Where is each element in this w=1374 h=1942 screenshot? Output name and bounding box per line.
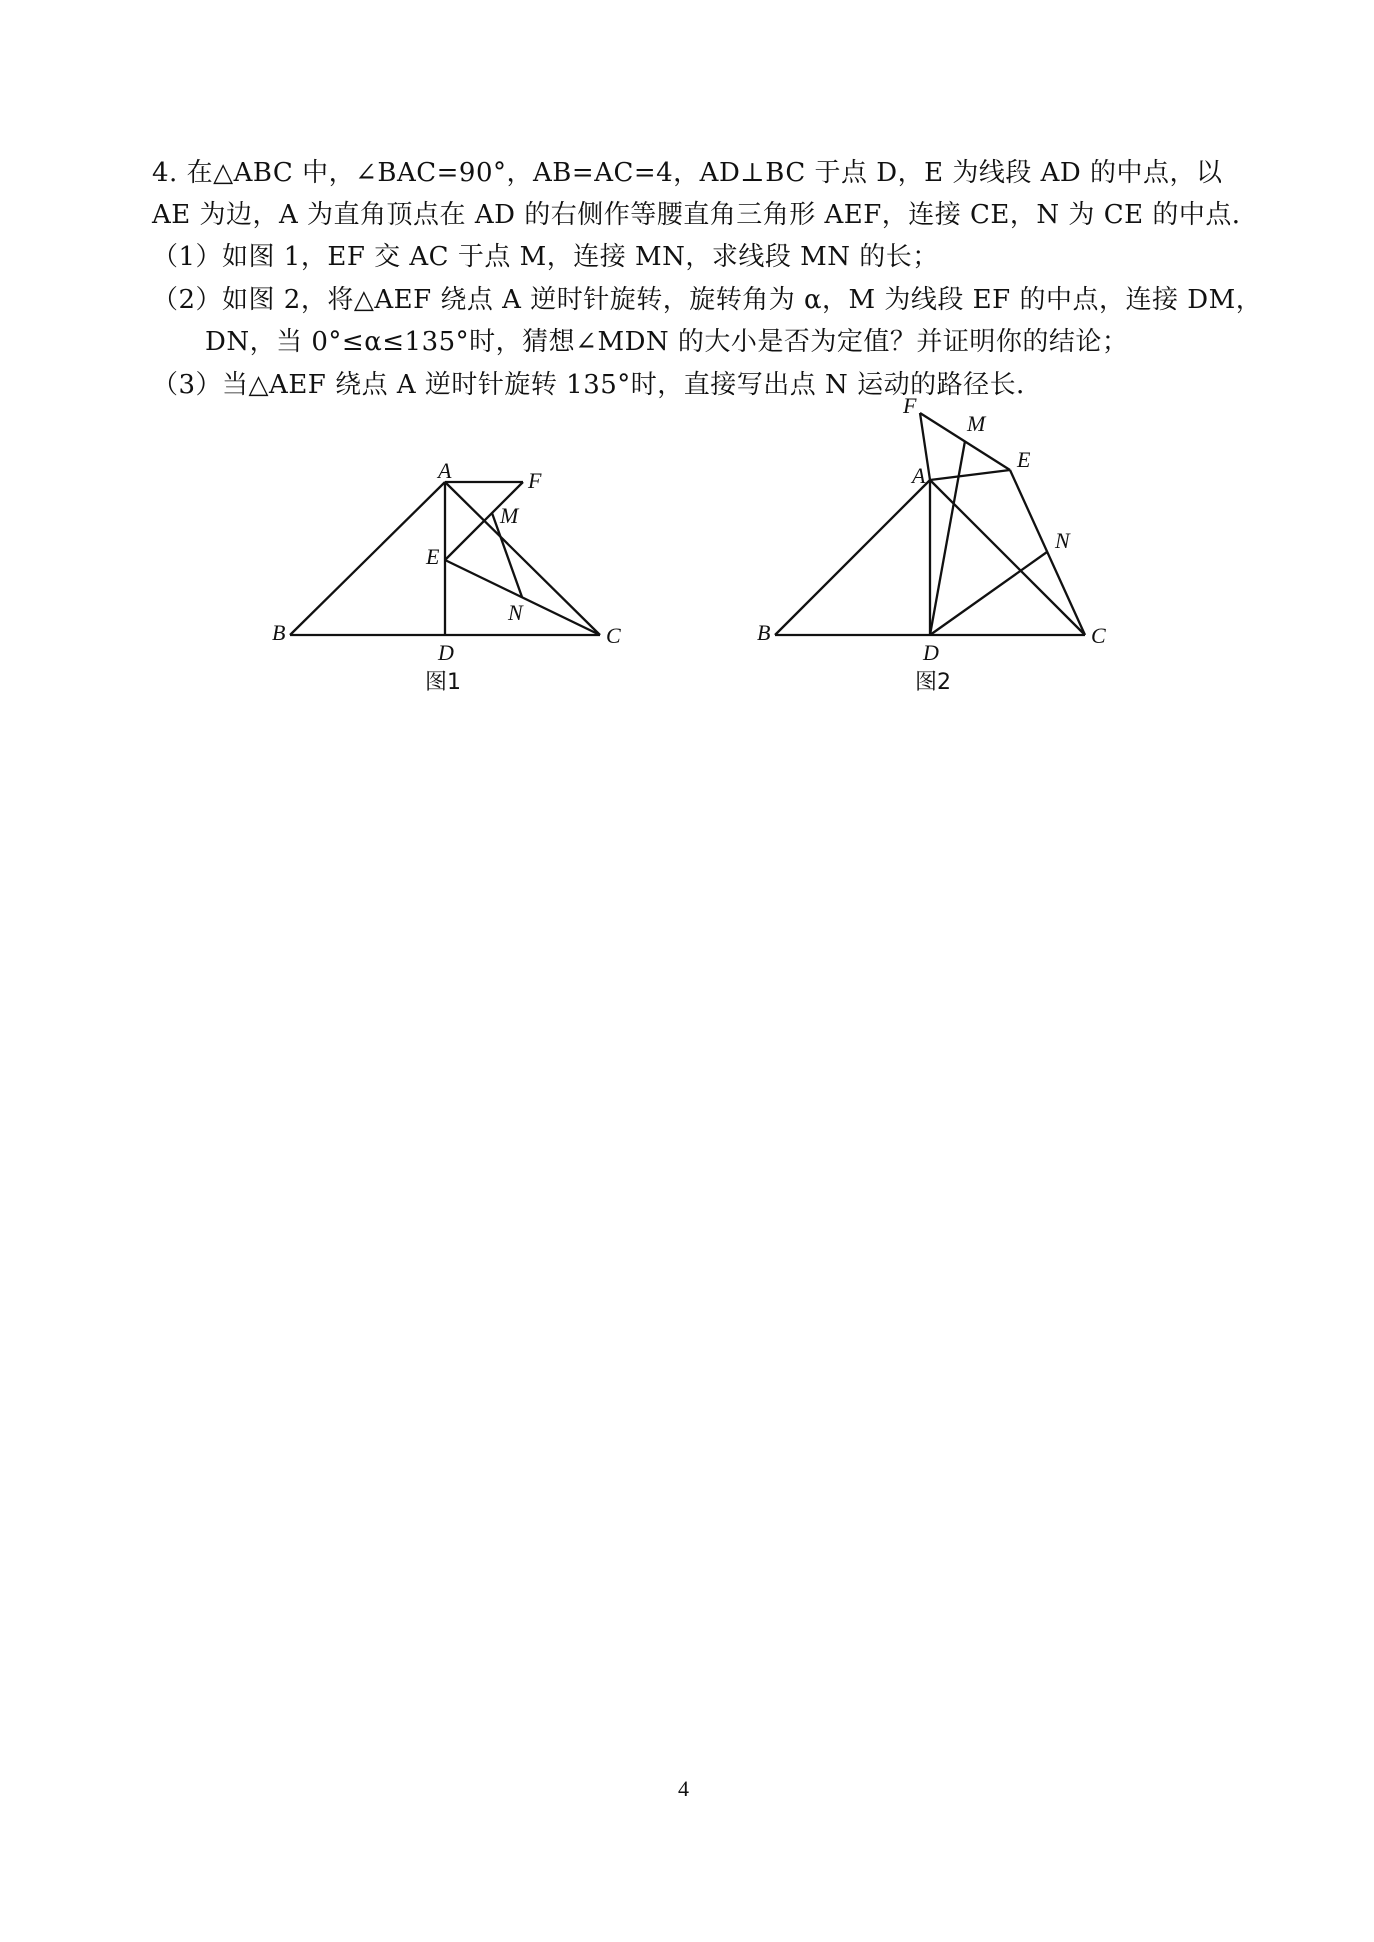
figure-2-diagram [745,393,1125,665]
label-C: C [1091,623,1106,648]
label-F: F [528,468,542,493]
label-E: E [426,544,440,569]
label-C: C [606,623,621,648]
segment-EC [1010,470,1085,635]
label-A: A [912,463,926,488]
label-N: N [1055,528,1070,553]
figure-2-caption: 图2 [915,670,951,695]
problem-part-2: （2）如图 2，将△AEF 绕点 A 逆时针旋转，旋转角为 α，M 为线段 EF 的中点，连接 DM， [152,285,1263,315]
figure-1-caption: 图1 [425,670,461,695]
label-B: B [272,620,286,645]
figure-1-diagram [260,450,640,665]
segment-AB [775,480,930,635]
label-D: D [438,640,454,665]
segment-DM [930,441,965,635]
label-M: M [500,503,519,528]
label-D: D [923,640,939,665]
label-B: B [757,620,771,645]
problem-line-1: 4. 在△ABC 中，∠BAC=90°，AB=AC=4，AD⊥BC 于点 D，E 为线段 AD 的中点，以 [152,158,1223,188]
label-N: N [508,600,523,625]
problem-part-1: （1）如图 1，EF 交 AC 于点 M，连接 MN，求线段 MN 的长； [152,242,939,272]
label-A: A [438,458,452,483]
label-E: E [1017,447,1031,472]
problem-part-2-continued: DN，当 0°≤α≤135°时，猜想∠MDN 的大小是否为定值？并证明你的结论； [205,327,1129,357]
problem-line-2: AE 为边，A 为直角顶点在 AD 的右侧作等腰直角三角形 AEF，连接 CE，N 为 CE 的中点． [152,200,1259,230]
segment-AB [290,482,445,635]
problem-part-3: （3）当△AEF 绕点 A 逆时针旋转 135°时，直接写出点 N 运动的路径长． [152,370,1043,400]
label-F: F [903,393,917,418]
segment-AE [930,470,1010,480]
segment-DN [930,552,1047,635]
page-number: 4 [678,1776,689,1801]
label-M: M [967,411,986,436]
figure-1 [260,450,640,665]
figure-2 [745,393,1125,665]
